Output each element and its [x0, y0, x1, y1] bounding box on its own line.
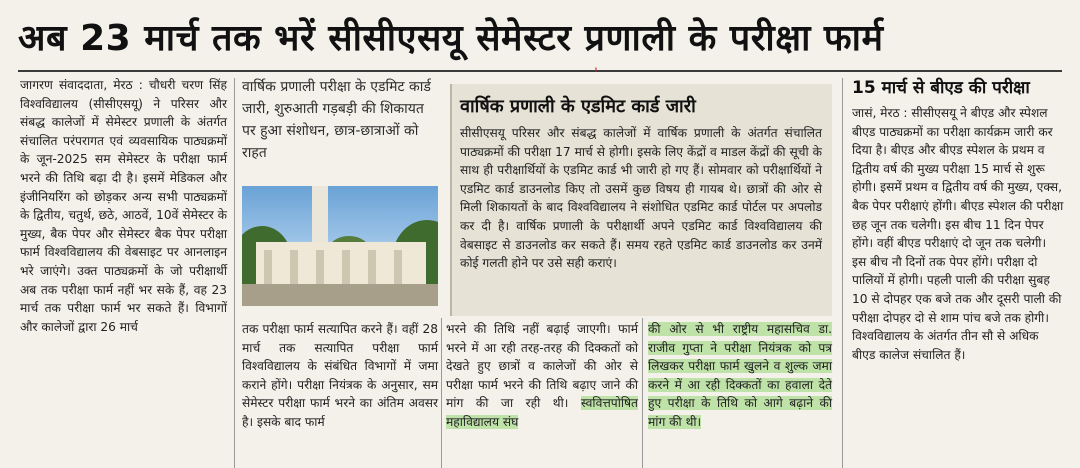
column-4-highlight: की ओर से भी राष्ट्रीय महासचिव डा. राजीव गुप्ता ने परीक्षा नियंत्रक को पत्र लिखकर परीक्षा फार्म खुलने व शुल्क जमा करने में आ रही दिक्कतों का हवाला देते हुए परीक्षा के तिथि को आगे बढ़ाने की मांग की थी। — [648, 322, 832, 429]
column-3-highlight: स्ववित्तपोषित महाविद्यालय संघ — [446, 396, 639, 429]
column-3-text — [446, 320, 638, 432]
column-divider — [441, 318, 442, 468]
column-1-text: जागरण संवाददाता, मेरठ : चौधरी चरण सिंह विश्वविद्यालय (सीसीएसयू) ने परिसर और संबद्ध कालेजों में सेमेस्टर प्रणाली के अंतर्गत संचालित परंपरागत एवं व्यवसायिक पाठ्यक्रमों के जून-2025 सम सेमेस्टर के परीक्षा फार्म भरने की तिथि बढ़ा दी है। इसमें मेडिकल और इंजीनियरिंग को छोड़कर अन्य सभी पाठ्यक्रमों के द्वितीय, चतुर्थ, छठे, आठवें, 10वें सेमेस्टर के मुख्य, बैक पेपर और सेमेस्टर बैक पेपर परीक्षा फार्म विश्वविद्यालय की वेबसाइट पर आनलाइन भरे जाएंगे। उक्त पाठ्यक्रमों के जो परीक्षार्थी अब तक परीक्षा फार्म नहीं भर सके हैं, वह 23 मार्च तक परीक्षा फार्म भर सकते हैं। विभागों और कालेजों द्वारा 26 मार्च — [20, 78, 227, 334]
column-5-text: जासं, मेरठ : सीसीएसयू ने बीएड और स्पेशल बीएड पाठ्यक्रमों का परीक्षा कार्यक्रम जारी कर दिया है। बीएड और बीएड स्पेशल के प्रथम व द्वितीय वर्ष की मुख्य परीक्षा 15 मार्च से शुरू होगी। इसमें प्रथम व द्वितीय वर्ष की मुख्य, एक्स, बैक पेपर परीक्षाएं होंगी। बीएड स्पेशल की परीक्षा छह जून तक चलेगी। इस बीच 11 दिन पेपर होंगे। वहीं बीएड परीक्षाएं दो जून तक चलेगी। इस बीच नौ दिनों तक पेपर होंगे। परीक्षा दो पालियों में होगी। पहली पाली की परीक्षा सुबह 10 से दोपहर एक बजे तक और दूसरी पाली की परीक्षा दोपहर दो से शाम पांच बजे तक होगी। विश्वविद्यालय के अंतर्गत तीन सौ से अधिक बीएड कालेज संचालित हैं। — [852, 106, 1064, 362]
box-title: वार्षिक प्रणाली के एडमिट कार्ड जारी — [460, 96, 696, 117]
box-text: सीसीएसयू परिसर और संबद्ध कालेजों में वार्षिक प्रणाली के अंतर्गत संचालित पाठ्यक्रमों की परीक्षा 17 मार्च से होगी। इसके लिए केंद्रों व माडल केंद्रों की सूची के साथ ही परीक्षार्थियों के एडमिट कार्ड भी जारी हो गए हैं। सोमवार को परीक्षार्थियों ने एडमिट कार्ड डाउनलोड किए तो उसमें कुछ विषय ही गायब थे। छात्रों की ओर से मिली शिकायतों के बाद विश्वविद्यालय ने संशोधित एडमिट कार्ड पोर्टल पर अपलोड कर दी है। वार्षिक प्रणाली के परीक्षार्थी अपने एडमिट कार्ड विश्वविद्यालय की वेबसाइट से डाउनलोड कर सकते हैं। समय रहते एडमिट कार्ड डाउनलोड कर उनमें कोई गलती होने पर उसे सही कराएं। — [460, 126, 822, 271]
column-divider — [842, 78, 843, 468]
red-mark: ' — [594, 66, 598, 82]
column-divider — [642, 318, 643, 468]
column-2-subhead: वार्षिक प्रणाली परीक्षा के एडमिट कार्ड जारी, शुरुआती गड़बड़ी की शिकायत पर हुआ संशोधन, छात्र-छात्राओं को राहत — [242, 79, 431, 161]
column-3-body: भरने की तिथि नहीं बढ़ाई जाएगी। फार्म भरने में आ रही तरह-तरह की दिक्कतों को देखते हुए छात्रों व कालेजों की ओर से परीक्षा फार्म भरने की तिथि बढ़ाए जाने की मांग की जा रही थी। — [446, 322, 638, 411]
headline-rule — [18, 70, 1062, 72]
column-divider — [234, 78, 235, 468]
campus-photo — [242, 186, 438, 306]
bed-exam-title: 15 मार्च से बीएड की परीक्षा — [852, 78, 1030, 98]
headline: अब 23 मार्च तक भरें सीसीएसयू सेमेस्टर प्रणाली के परीक्षा फार्म — [18, 18, 884, 59]
column-2-text: तक परीक्षा फार्म सत्यापित करने हैं। वहीं 28 मार्च तक सत्यापित परीक्षा फार्म विश्वविद्यालय के संबंधित विभागों में जमा कराने होंगे। परीक्षा नियंत्रक के अनुसार, सम सेमेस्टर परीक्षा फार्म भरने का अंतिम अवसर है। इसके बाद फार्म — [242, 322, 438, 429]
column-4-text — [648, 320, 832, 432]
